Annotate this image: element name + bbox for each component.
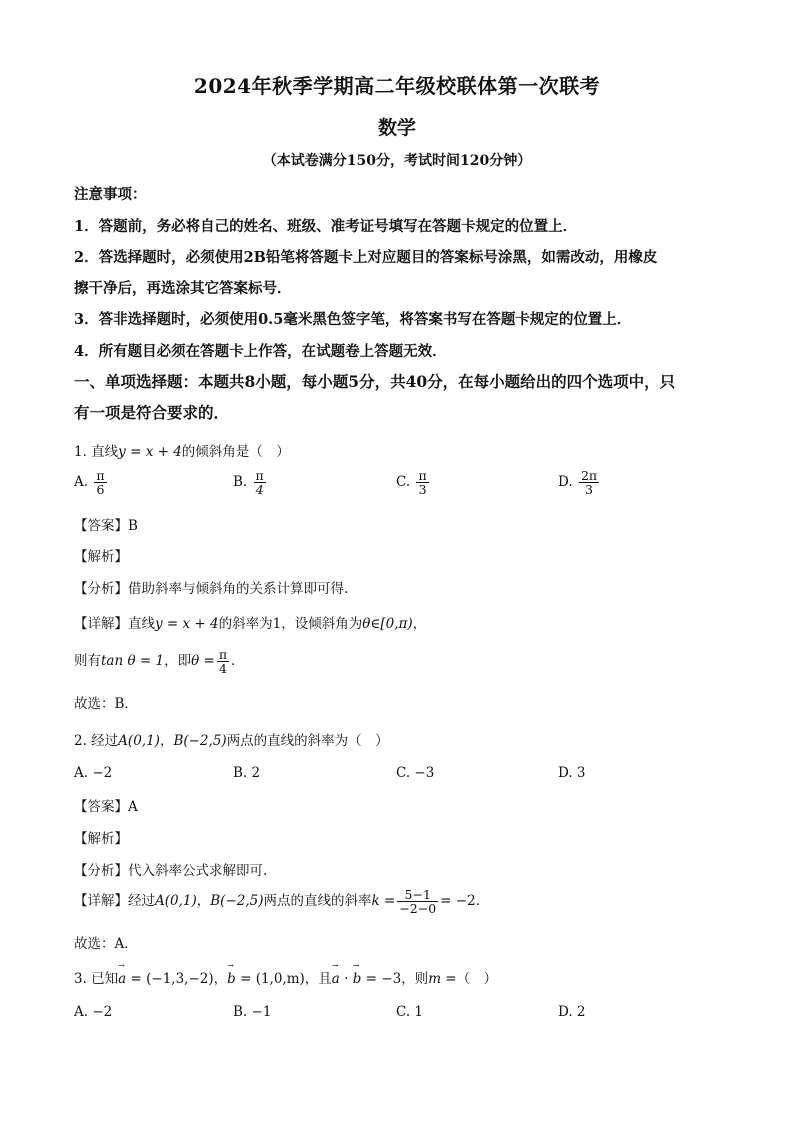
q1-detail-then: 则有tan θ = 1，即θ = $\frac{\pi}{4}$ ． bbox=[74, 647, 245, 677]
exam-title: 2024年秋季学期高二年级校联体第一次联考 bbox=[193, 74, 601, 98]
question-1 bbox=[74, 440, 290, 460]
q1-option-d-label: D. bbox=[558, 474, 573, 491]
q1-suffix: 的倾斜角是（ ） bbox=[181, 444, 290, 460]
exam-note: （本试卷满分150分，考试时间120分钟） bbox=[262, 153, 532, 169]
q1-answer-tag: 【答案】 bbox=[74, 518, 128, 534]
section-heading-line-1: 一、单项选择题：本题共8小题，每小题5分，共40分，在每小题给出的四个选项中，只 bbox=[74, 372, 676, 391]
q1-fenxi: 【分析】借助斜率与倾斜角的关系计算即可得. bbox=[74, 581, 349, 597]
q3-option-b: B. −1 bbox=[233, 1004, 272, 1020]
q1-option-b-fraction: $\frac{\pi}{4}$ bbox=[255, 468, 264, 498]
notice-item-2: 2．答选择题时，必须使用2B铅笔将答题卡上对应题目的答案标号涂黑，如需改动，用橡皮 bbox=[74, 249, 658, 266]
notice-item-1: 1．答题前，务必将自己的姓名、班级、准考证号填写在答题卡规定的位置上． bbox=[74, 218, 578, 235]
q1-equation: y = x + 4 bbox=[118, 444, 182, 460]
q1-option-a-label: A. bbox=[74, 474, 89, 491]
q1-option-a-fraction: $\frac{\pi}{6}$ bbox=[96, 468, 105, 498]
q1-option-b-label: B. bbox=[233, 474, 248, 491]
q2-slope-fraction: $\frac{5-1}{-2-0}$ bbox=[399, 887, 437, 917]
q1-option-b bbox=[233, 469, 268, 496]
notice-item-3: 3．答非选择题时，必须使用0.5毫米黑色签字笔，将答案书写在答题卡规定的位置上． bbox=[74, 311, 632, 328]
notice-heading: 注意事项： bbox=[74, 186, 147, 203]
subject-title: 数学 bbox=[377, 117, 416, 139]
q1-option-c-fraction: $\frac{\pi}{3}$ bbox=[418, 468, 427, 498]
q1-answer-value: B bbox=[128, 518, 138, 534]
q2-option-c: C. −3 bbox=[396, 765, 435, 781]
q1-answer bbox=[74, 514, 138, 534]
q3-option-a: A. −2 bbox=[74, 1004, 113, 1020]
q2-answer-value: A bbox=[128, 799, 138, 815]
q2-fenxi: 【分析】代入斜率公式求解即可. bbox=[74, 863, 268, 879]
question-3: 3. 已知→ a = (−1,3,−2)，→ b = (1,0,m)，且→ a · → b = −3，则m =（ ） bbox=[74, 967, 497, 987]
q1-option-c bbox=[396, 469, 431, 496]
q2-option-a: A. −2 bbox=[74, 765, 113, 781]
notice-item-4: 4．所有题目必须在答题卡上作答，在试题卷上答题无效． bbox=[74, 343, 447, 360]
q2-choose: 故选：A． bbox=[74, 936, 138, 952]
vector-b: → b bbox=[227, 971, 236, 987]
q2-option-d: D. 3 bbox=[558, 765, 586, 781]
q1-choose: 故选：B． bbox=[74, 696, 138, 712]
q1-prefix: 1. 直线 bbox=[74, 444, 119, 460]
q3-option-d: D. 2 bbox=[558, 1004, 586, 1020]
q2-option-b: B. 2 bbox=[233, 765, 261, 781]
q2-detail: 【详解】经过A(0,1)，B(−2,5)两点的直线的斜率k = $\frac{5-1}{-2-0}$ = −2． bbox=[74, 887, 490, 917]
q1-option-c-label: C. bbox=[396, 474, 411, 491]
q1-detail: 【详解】直线y = x + 4的斜率为1，设倾斜角为θ∈[0,π)， bbox=[74, 616, 427, 632]
q1-option-d-fraction: $\frac{2\pi}{3}$ bbox=[580, 468, 598, 498]
vector-a: → a bbox=[118, 971, 126, 987]
q2-answer: 【答案】A bbox=[74, 799, 138, 815]
notice-item-2-cont: 擦干净后，再选涂其它答案标号． bbox=[74, 280, 292, 297]
q1-analysis-tag: 【解析】 bbox=[74, 549, 128, 565]
question-2: 2. 经过A(0,1)，B(−2,5)两点的直线的斜率为（ ） bbox=[74, 733, 389, 749]
q1-option-a bbox=[74, 469, 109, 496]
q1-option-d bbox=[558, 469, 601, 496]
q3-option-c: C. 1 bbox=[396, 1004, 424, 1020]
q2-analysis-tag: 【解析】 bbox=[74, 831, 128, 847]
section-heading-line-2: 有一项是符合要求的． bbox=[74, 403, 230, 422]
q1-theta-fraction: $\frac{\pi}{4}$ bbox=[218, 647, 228, 677]
